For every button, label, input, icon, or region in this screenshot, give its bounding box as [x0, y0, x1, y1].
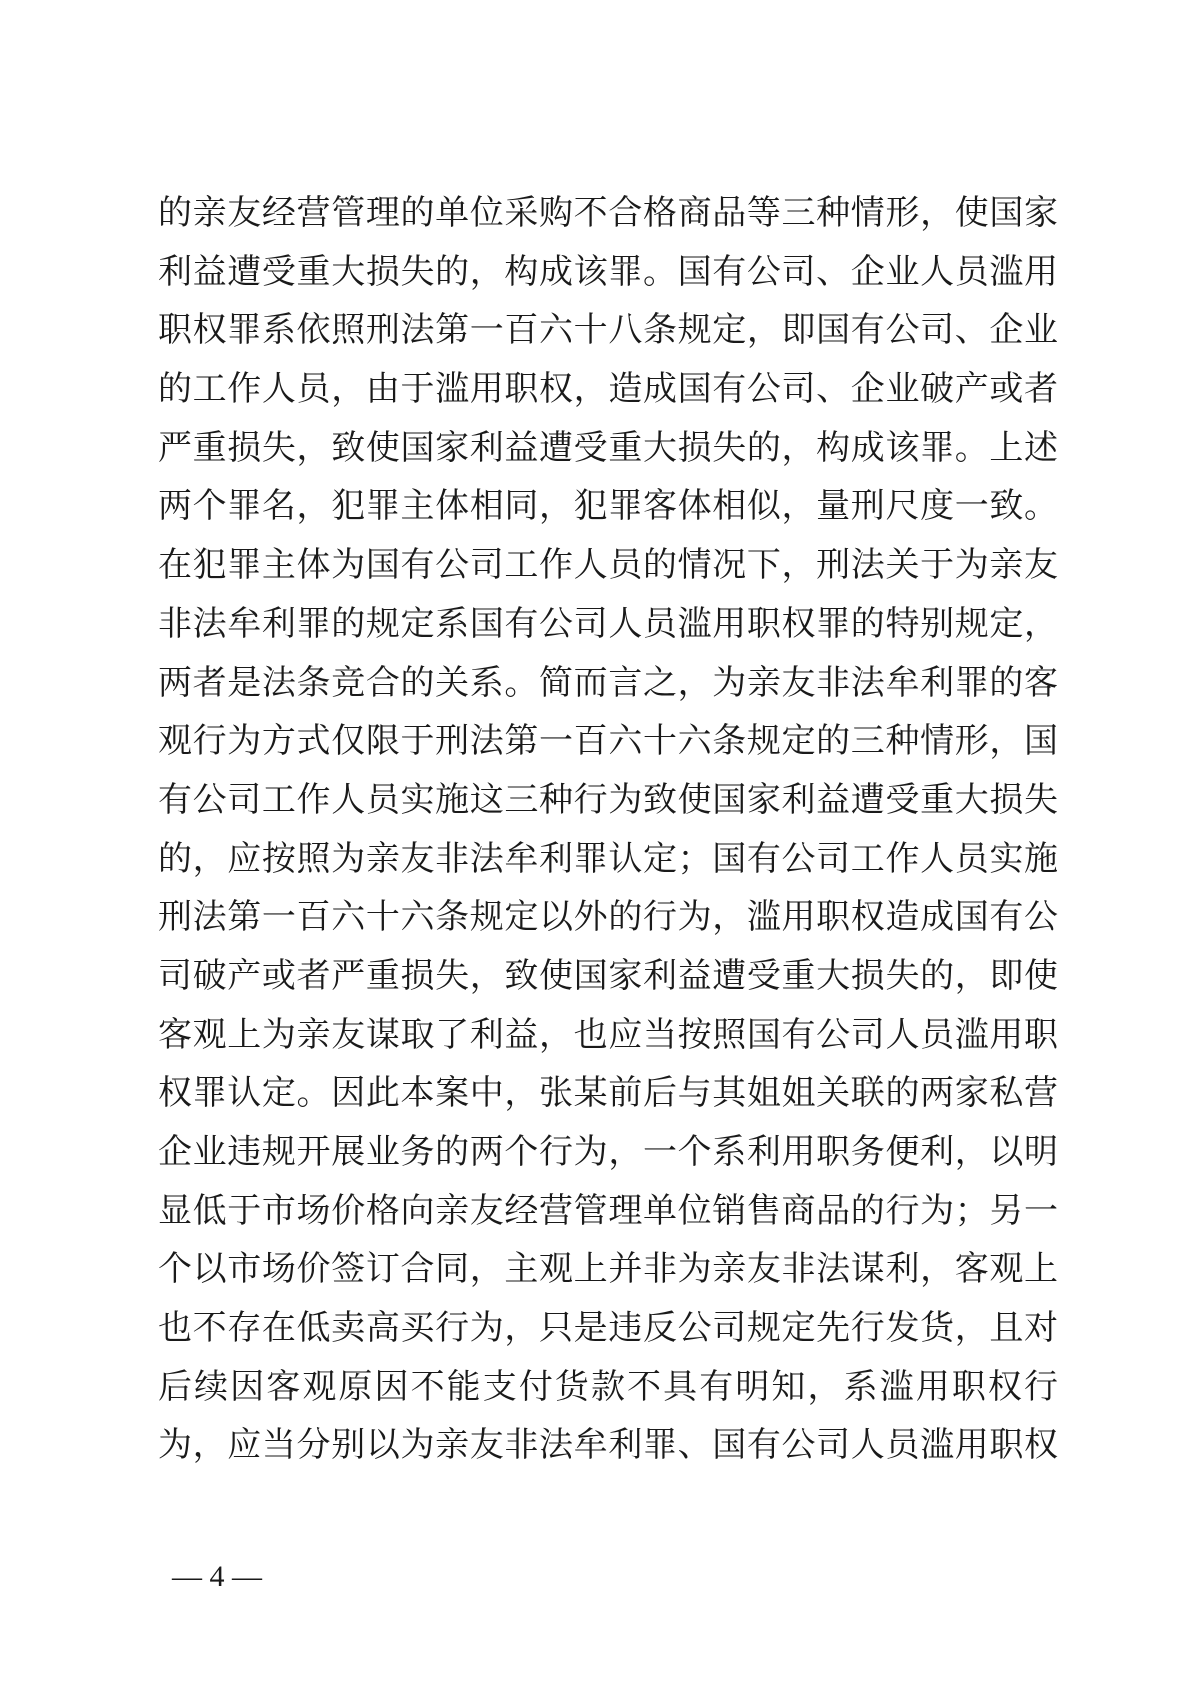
text-line: 严重损失，致使国家利益遭受重大损失的，构成该罪。上述: [158, 427, 1058, 468]
text-line: 也不存在低卖高买行为，只是违反公司规定先行发货，且对: [158, 1308, 1058, 1349]
text-line: 个以市场价签订合同，主观上并非为亲友非法谋利，客观上: [158, 1249, 1058, 1290]
text-line: 观行为方式仅限于刑法第一百六十六条规定的三种情形，国: [158, 721, 1058, 762]
text-line: 显低于市场价格向亲友经营管理单位销售商品的行为；另一: [158, 1190, 1058, 1231]
text-line: 刑法第一百六十六条规定以外的行为，滥用职权造成国有公: [158, 897, 1058, 938]
text-line: 后续因客观原因不能支付货款不具有明知，系滥用职权行: [158, 1366, 1058, 1407]
text-line: 利益遭受重大损失的，构成该罪。国有公司、企业人员滥用: [158, 251, 1058, 292]
text-line: 权罪认定。因此本案中，张某前后与其姐姐关联的两家私营: [158, 1073, 1058, 1114]
text-line: 两者是法条竞合的关系。简而言之，为亲友非法牟利罪的客: [158, 662, 1058, 703]
text-line: 的工作人员，由于滥用职权，造成国有公司、企业破产或者: [158, 369, 1058, 410]
page-number: — 4 —: [172, 1560, 262, 1593]
text-line: 的，应按照为亲友非法牟利罪认定；国有公司工作人员实施: [158, 838, 1058, 879]
text-line: 司破产或者严重损失，致使国家利益遭受重大损失的，即使: [158, 955, 1058, 996]
text-line: 的亲友经营管理的单位采购不合格商品等三种情形，使国家: [158, 193, 1058, 233]
text-line: 为，应当分别以为亲友非法牟利罪、国有公司人员滥用职权: [158, 1425, 1058, 1466]
text-line: 在犯罪主体为国有公司工作人员的情况下，刑法关于为亲友: [158, 545, 1058, 586]
text-line: 客观上为亲友谋取了利益，也应当按照国有公司人员滥用职: [158, 1014, 1058, 1055]
text-line: 两个罪名，犯罪主体相同，犯罪客体相似，量刑尺度一致。: [158, 486, 1058, 527]
text-line: 企业违规开展业务的两个行为，一个系利用职务便利，以明: [158, 1132, 1058, 1172]
text-line: 非法牟利罪的规定系国有公司人员滥用职权罪的特别规定，: [158, 603, 1058, 644]
text-line: 有公司工作人员实施这三种行为致使国家利益遭受重大损失: [158, 779, 1058, 820]
body-text: [158, 184, 1058, 1475]
text-line: 职权罪系依照刑法第一百六十八条规定，即国有公司、企业: [158, 310, 1058, 351]
